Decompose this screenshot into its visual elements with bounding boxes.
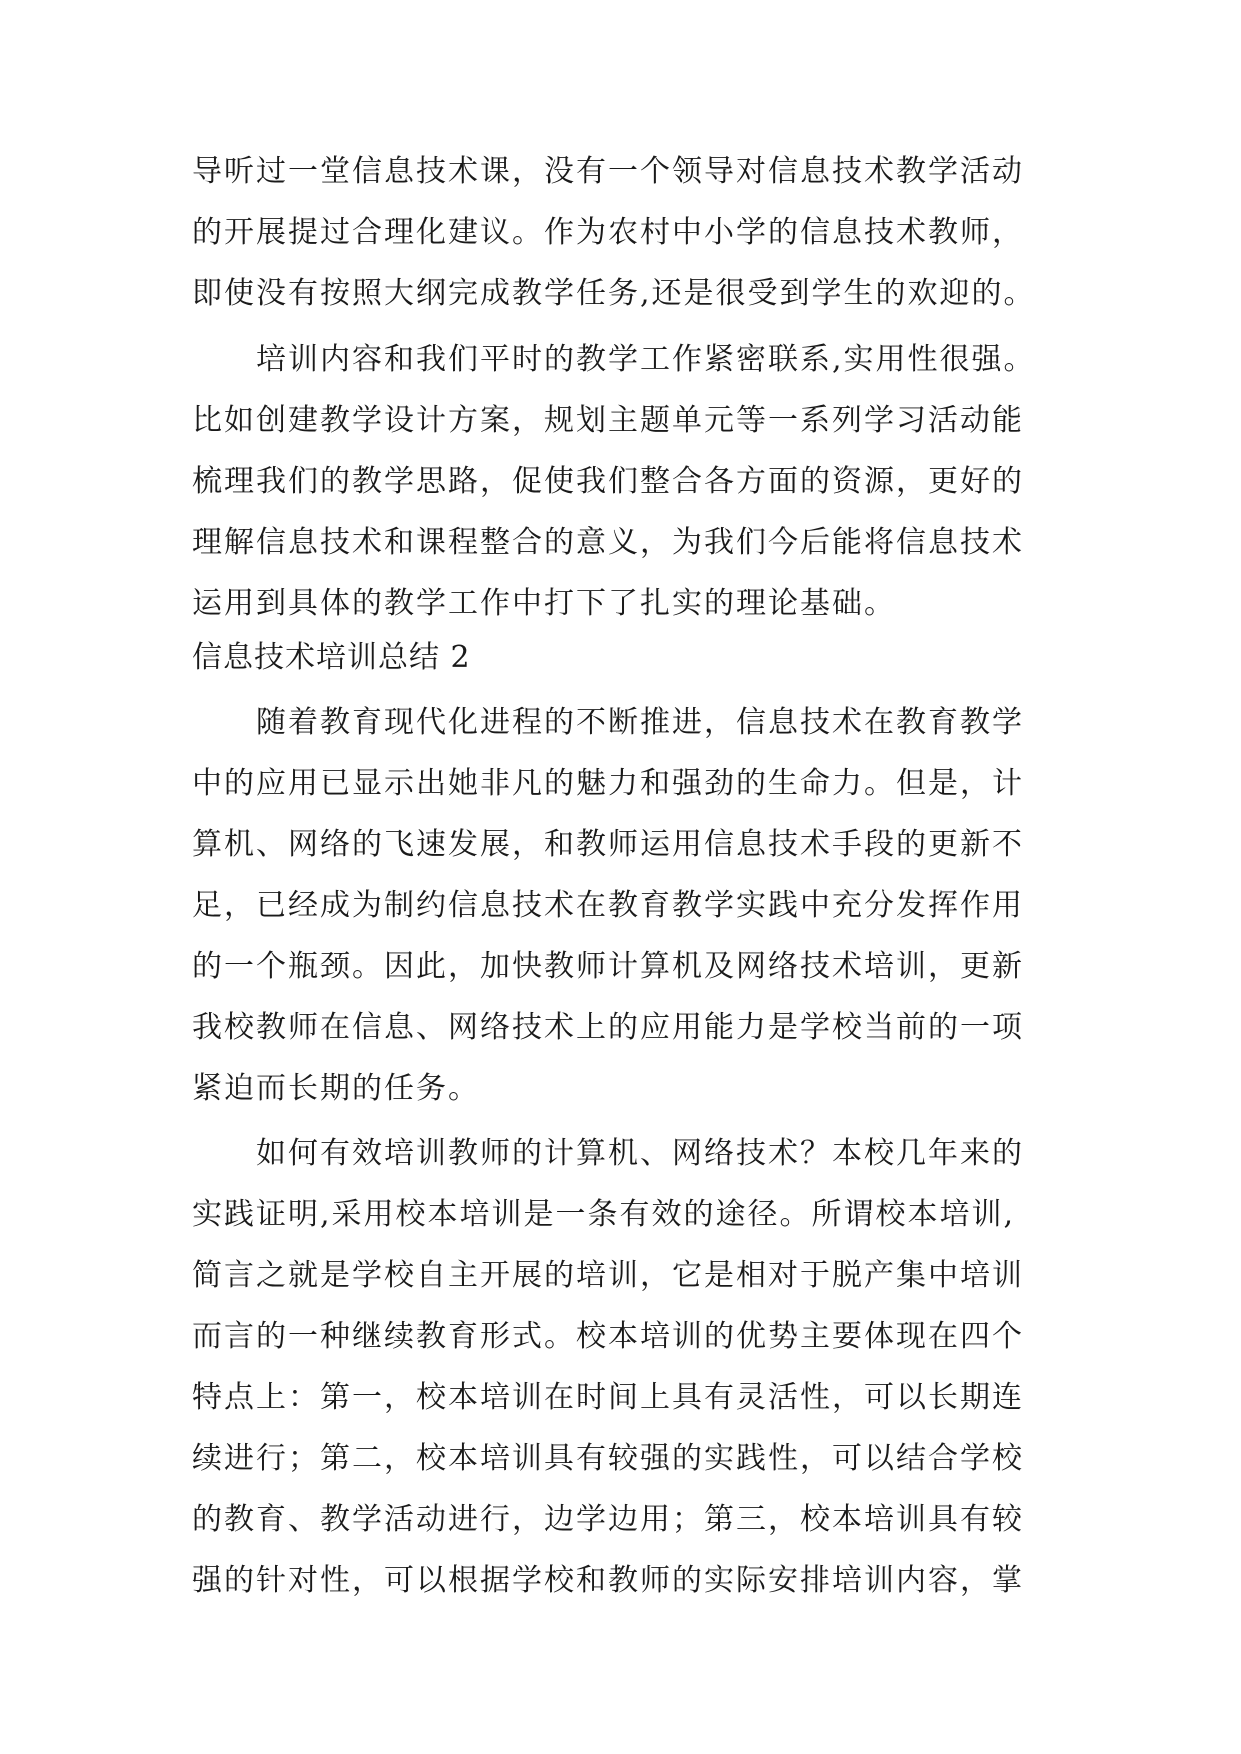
text-line: 算机、网络的飞速发展，和教师运用信息技术手段的更新不 [192, 827, 1024, 862]
text-line: 我校教师在信息、网络技术上的应用能力是学校当前的一项 [192, 1010, 1024, 1045]
text-line: 而言的一种继续教育形式。校本培训的优势主要体现在四个 [192, 1319, 1024, 1354]
text-line: 特点上：第一，校本培训在时间上具有灵活性，可以长期连 [192, 1380, 1024, 1415]
text-line: 理解信息技术和课程整合的意义，为我们今后能将信息技术 [192, 525, 1024, 560]
text-line: 强的针对性，可以根据学校和教师的实际安排培训内容，掌 [192, 1563, 1024, 1598]
text-line: 即使没有按照大纲完成教学任务,还是很受到学生的欢迎的。 [192, 276, 1036, 311]
text-line: 中的应用已显示出她非凡的魅力和强劲的生命力。但是，计 [192, 766, 1024, 801]
text-line: 培训内容和我们平时的教学工作紧密联系,实用性很强。 [256, 342, 1036, 377]
text-line: 的开展提过合理化建议。作为农村中小学的信息技术教师， [192, 215, 1024, 250]
text-line: 运用到具体的教学工作中打下了扎实的理论基础。 [192, 586, 896, 621]
text-line: 随着教育现代化进程的不断推进，信息技术在教育教学 [256, 705, 1024, 740]
section-heading: 信息技术培训总结 2 [192, 640, 471, 675]
text-line: 续进行；第二，校本培训具有较强的实践性，可以结合学校 [192, 1441, 1024, 1476]
text-line: 导听过一堂信息技术课，没有一个领导对信息技术教学活动 [192, 154, 1024, 189]
text-line: 的一个瓶颈。因此，加快教师计算机及网络技术培训，更新 [192, 949, 1024, 984]
text-line: 比如创建教学设计方案，规划主题单元等一系列学习活动能 [192, 403, 1024, 438]
text-line: 简言之就是学校自主开展的培训，它是相对于脱产集中培训 [192, 1258, 1024, 1293]
text-line: 如何有效培训教师的计算机、网络技术？本校几年来的 [256, 1136, 1024, 1171]
text-line: 梳理我们的教学思路，促使我们整合各方面的资源，更好的 [192, 464, 1024, 499]
text-line: 的教育、教学活动进行，边学边用；第三，校本培训具有较 [192, 1502, 1024, 1537]
text-line: 紧迫而长期的任务。 [192, 1071, 480, 1106]
text-line: 实践证明,采用校本培训是一条有效的途径。所谓校本培训, [192, 1197, 1016, 1232]
text-line: 足，已经成为制约信息技术在教育教学实践中充分发挥作用 [192, 888, 1024, 923]
